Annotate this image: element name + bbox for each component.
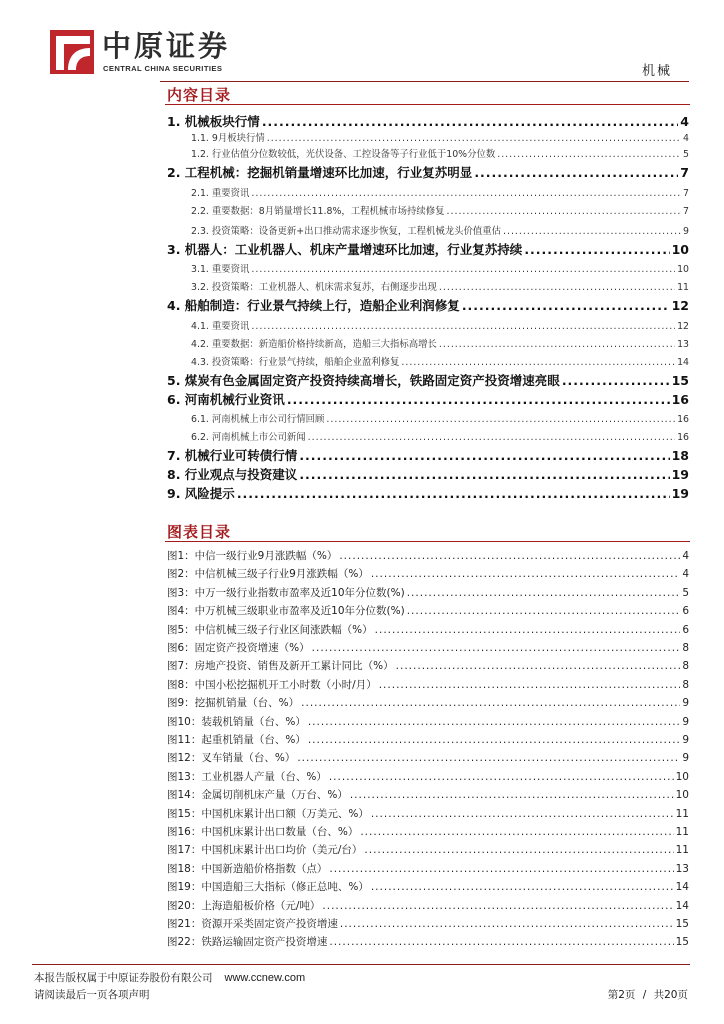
figures-title-divider xyxy=(165,541,690,542)
figure-entry-label: 图11：起重机销量（台、%） xyxy=(167,734,306,746)
figure-entry-page: 14 xyxy=(675,899,689,912)
toc-leader-dots xyxy=(439,282,675,293)
toc-entry-page: 16 xyxy=(671,392,689,407)
toc-section-link[interactable] xyxy=(165,411,689,425)
toc-entry-page: 9 xyxy=(683,226,689,237)
toc-entry-label: 4.2. 重要数据：新造船价格持续新高，造船三大指标高增长 xyxy=(191,339,437,350)
figure-entry-label: 图3：中万一级行业指数市盈率及近10年分位数(%) xyxy=(167,586,405,599)
figure-entry-page: 15 xyxy=(675,918,689,930)
figure-entry-page: 9 xyxy=(682,734,689,746)
footer-info xyxy=(34,970,305,1004)
figure-entry-page: 9 xyxy=(682,697,689,710)
toc-entry-label: 4.3. 投资策略：行业景气持续，船舶企业盈利修复 xyxy=(191,357,400,368)
toc-chapter-link[interactable] xyxy=(165,446,689,464)
footer-disclaimer: 请阅读最后一页各项声明 xyxy=(34,989,150,1001)
toc-section-link[interactable] xyxy=(165,185,689,199)
figure-entry-page: 5 xyxy=(682,586,689,599)
toc-entry-page: 16 xyxy=(677,414,689,425)
figure-list-link[interactable] xyxy=(165,824,689,839)
toc-chapter-link[interactable] xyxy=(165,163,689,181)
toc-entry-label: 7. 机械行业可转债行情 xyxy=(167,448,298,463)
figure-entry-label: 图21：资源开采类固定资产投资增速 xyxy=(167,918,338,930)
figure-leader-dots xyxy=(371,881,674,893)
figure-leader-dots xyxy=(329,771,674,783)
figure-entry-page: 10 xyxy=(675,789,689,802)
toc-section-link[interactable] xyxy=(165,203,689,217)
figure-leader-dots xyxy=(301,697,680,709)
toc-entry-page: 19 xyxy=(671,467,689,482)
toc-section-link[interactable] xyxy=(165,279,689,293)
figure-entry-label: 图18：中国新造船价格指数（点） xyxy=(167,862,328,875)
toc-section-link[interactable] xyxy=(165,336,689,350)
company-logo-icon xyxy=(50,30,94,74)
figures-title: 图表目录 xyxy=(167,523,232,541)
toc-leader-dots xyxy=(251,264,675,275)
toc-entry-page: 13 xyxy=(677,339,689,350)
toc-entry-label: 6.2. 河南机械上市公司新闻 xyxy=(191,432,306,443)
toc-chapter-link[interactable] xyxy=(165,112,689,130)
toc-entry-page: 12 xyxy=(677,321,689,332)
toc-entry-label: 1.1. 9月板块行情 xyxy=(191,133,265,144)
toc-leader-dots xyxy=(497,149,681,160)
figure-entry-page: 11 xyxy=(675,844,689,857)
figure-entry-label: 图6：固定资产投资增速（%） xyxy=(167,642,310,654)
toc-chapter-link[interactable] xyxy=(165,390,689,408)
toc-leader-dots xyxy=(524,242,669,257)
figure-leader-dots xyxy=(339,550,680,562)
figure-entry-label: 图7：房地产投资、销售及新开工累计同比（%） xyxy=(167,660,394,673)
toc-entry-label: 9. 风险提示 xyxy=(167,486,235,501)
figure-entry-label: 图15：中国机床累计出口额（万美元、%） xyxy=(167,807,369,820)
toc-title: 内容目录 xyxy=(167,86,232,104)
toc-entry-label: 1. 机械板块行情 xyxy=(167,114,260,129)
figure-entry-page: 6 xyxy=(682,623,689,636)
figure-entry-label: 图9：挖掘机销量（台、%） xyxy=(167,697,300,710)
page-separator: / xyxy=(642,989,647,1001)
toc-entry-page: 15 xyxy=(671,373,689,388)
toc-entry-label: 2. 工程机械：挖掘机销量增速环比加速，行业复苏明显 xyxy=(167,165,473,180)
toc-entry-page: 7 xyxy=(683,188,689,199)
toc-section-link[interactable] xyxy=(165,146,689,160)
sector-label: 机械 xyxy=(641,64,672,79)
toc-leader-dots xyxy=(267,133,681,144)
figure-list-link[interactable] xyxy=(165,806,689,821)
toc-leader-dots xyxy=(308,432,675,443)
figure-entry-page: 8 xyxy=(682,678,689,691)
toc-chapter-link[interactable] xyxy=(165,240,689,258)
figure-entry-page: 11 xyxy=(675,826,689,838)
header-divider xyxy=(160,81,689,82)
toc-section-link[interactable] xyxy=(165,130,689,144)
figure-leader-dots xyxy=(308,716,680,728)
toc-entry-page: 19 xyxy=(671,486,689,501)
toc-entry-label: 1.2. 行业估值分位数较低，光伏设备、工控设备等子行业低于10%分位数 xyxy=(191,149,496,160)
footer-divider xyxy=(32,964,690,965)
toc-entry-page: 11 xyxy=(677,282,689,293)
toc-leader-dots xyxy=(462,298,670,313)
figure-leader-dots xyxy=(371,808,674,820)
toc-leader-dots xyxy=(562,373,670,388)
toc-section-link[interactable] xyxy=(165,223,689,237)
figure-leader-dots xyxy=(297,752,680,764)
figure-leader-dots xyxy=(350,789,674,801)
toc-chapter-link[interactable] xyxy=(165,296,689,314)
page-current: 第2页 xyxy=(607,989,636,1001)
toc-entry-page: 10 xyxy=(677,264,689,275)
figure-entry-label: 图17：中国机床累计出口均价（美元/台） xyxy=(167,844,363,857)
toc-leader-dots xyxy=(262,114,678,129)
toc-section-link[interactable] xyxy=(165,354,689,368)
figure-entry-page: 11 xyxy=(675,807,689,820)
figure-entry-page: 6 xyxy=(682,605,689,618)
logo-text-cn: 中原证券 xyxy=(102,29,231,63)
figure-entry-label: 图1：中信一级行业9月涨跌幅（%） xyxy=(167,550,338,562)
figure-leader-dots xyxy=(407,605,681,617)
figure-leader-dots xyxy=(364,844,673,856)
toc-entry-label: 3.1. 重要资讯 xyxy=(191,264,250,275)
toc-chapter-link[interactable] xyxy=(165,371,689,389)
toc-leader-dots xyxy=(439,339,675,350)
figure-entry-label: 图13：工业机器人产量（台、%） xyxy=(167,770,327,783)
figure-entry-page: 8 xyxy=(682,660,689,673)
logo-text-en: CENTRAL CHINA SECURITIES xyxy=(103,64,223,73)
figure-list-link[interactable] xyxy=(165,842,689,857)
toc-leader-dots xyxy=(251,188,681,199)
toc-entry-label: 3. 机器人：工业机器人、机床产量增速环比加速，行业复苏持续 xyxy=(167,242,523,257)
figure-leader-dots xyxy=(371,568,680,580)
figure-leader-dots xyxy=(340,918,674,930)
figure-list-link[interactable] xyxy=(165,714,689,729)
toc-entry-label: 4.1. 重要资讯 xyxy=(191,321,250,332)
figure-leader-dots xyxy=(329,936,673,948)
figure-entry-label: 图10：装载机销量（台、%） xyxy=(167,715,306,728)
toc-entry-page: 18 xyxy=(671,448,689,463)
toc-entry-label: 2.3. 投资策略：设备更新+出口推动需求逐步恢复，工程机械龙头价值重估 xyxy=(191,226,501,237)
toc-leader-dots xyxy=(401,357,675,368)
figure-list-link[interactable] xyxy=(165,548,689,563)
figure-entry-label: 图5：中信机械三级子行业区间涨跌幅（%） xyxy=(167,623,373,636)
toc-leader-dots xyxy=(447,206,682,217)
toc-entry-page: 16 xyxy=(677,432,689,443)
figure-leader-dots xyxy=(308,734,680,746)
figure-leader-dots xyxy=(312,642,681,654)
figure-entry-label: 图19：中国造船三大指标（修正总吨、%） xyxy=(167,881,369,894)
figure-leader-dots xyxy=(379,679,681,691)
figure-entry-page: 9 xyxy=(682,715,689,728)
figure-list-link[interactable] xyxy=(165,861,689,876)
figure-entry-page: 13 xyxy=(675,862,689,875)
figure-entry-page: 15 xyxy=(675,936,689,949)
figure-entry-page: 9 xyxy=(682,752,689,765)
page-header xyxy=(0,0,724,82)
figure-leader-dots xyxy=(322,900,673,912)
figure-entry-page: 4 xyxy=(682,550,689,562)
figure-list-link[interactable] xyxy=(165,640,689,655)
figure-leader-dots xyxy=(360,826,673,838)
toc-chapter-link[interactable] xyxy=(165,465,689,483)
toc-entry-page: 7 xyxy=(680,165,689,180)
figure-list-link[interactable] xyxy=(165,695,689,710)
toc-leader-dots xyxy=(287,392,670,407)
toc-entry-label: 6. 河南机械行业资讯 xyxy=(167,392,285,407)
figure-entry-label: 图2：中信机械三级子行业9月涨跌幅（%） xyxy=(167,568,369,581)
toc-section-link[interactable] xyxy=(165,261,689,275)
figure-leader-dots xyxy=(396,660,681,672)
figure-leader-dots xyxy=(407,587,681,599)
toc-entry-page: 5 xyxy=(683,149,689,160)
figure-entry-label: 图8：中国小松挖掘机开工小时数（小时/月） xyxy=(167,678,377,691)
figure-list-link[interactable] xyxy=(165,603,689,618)
page-number xyxy=(608,987,688,1002)
figure-list-link[interactable] xyxy=(165,677,689,692)
figure-entry-page: 4 xyxy=(682,568,689,581)
toc-chapter-link[interactable] xyxy=(165,484,689,502)
page-total: 共20页 xyxy=(653,989,688,1001)
toc-entry-label: 3.2. 投资策略：工业机器人、机床需求复苏，右侧逐步出现 xyxy=(191,282,437,293)
toc-entry-page: 12 xyxy=(671,298,689,313)
toc-title-divider xyxy=(165,104,690,105)
toc-entry-label: 4. 船舶制造：行业景气持续上行，造船企业利润修复 xyxy=(167,298,460,313)
figure-list-link[interactable] xyxy=(165,658,689,673)
toc-entry-label: 8. 行业观点与投资建议 xyxy=(167,467,298,482)
figure-list-link[interactable] xyxy=(165,566,689,581)
toc-entry-label: 6.1. 河南机械上市公司行情回顾 xyxy=(191,414,325,425)
toc-entry-label: 2.2. 重要数据：8月销量增长11.8%，工程机械市场持续修复 xyxy=(191,206,445,217)
toc-leader-dots xyxy=(299,448,669,463)
footer-url-link[interactable]: www.ccnew.com xyxy=(224,972,306,984)
figure-list-link[interactable] xyxy=(165,732,689,747)
toc-leader-dots xyxy=(237,486,670,501)
toc-section-link[interactable] xyxy=(165,318,689,332)
figure-list-link[interactable] xyxy=(165,787,689,802)
figure-list-link[interactable] xyxy=(165,585,689,600)
figure-list-link[interactable] xyxy=(165,898,689,913)
figure-entry-label: 图14：金属切削机床产量（万台、%） xyxy=(167,789,348,802)
figure-list-link[interactable] xyxy=(165,879,689,894)
figure-entry-label: 图12：叉车销量（台、%） xyxy=(167,752,296,765)
figure-list-link[interactable] xyxy=(165,622,689,637)
toc-entry-label: 2.1. 重要资讯 xyxy=(191,188,250,199)
figure-leader-dots xyxy=(375,624,681,636)
figure-entry-page: 10 xyxy=(675,770,689,783)
toc-entry-page: 7 xyxy=(683,206,689,217)
footer-copyright: 本报告版权属于中原证券股份有限公司 xyxy=(34,972,213,984)
figure-entry-page: 8 xyxy=(682,642,689,654)
figure-entry-page: 14 xyxy=(675,881,689,894)
figure-entry-label: 图4：中万机械三级职业市盈率及近10年分位数(%) xyxy=(167,605,405,618)
toc-section-link[interactable] xyxy=(165,429,689,443)
toc-entry-page: 10 xyxy=(671,242,689,257)
figure-entry-label: 图20：上海造船板价格（元/吨） xyxy=(167,899,321,912)
toc-leader-dots xyxy=(503,226,681,237)
toc-leader-dots xyxy=(326,414,675,425)
figure-entry-label: 图16：中国机床累计出口数量（台、%） xyxy=(167,826,359,838)
toc-leader-dots xyxy=(251,321,675,332)
toc-leader-dots xyxy=(474,165,678,180)
figure-list-link[interactable] xyxy=(165,916,689,931)
figure-leader-dots xyxy=(329,863,673,875)
toc-entry-page: 4 xyxy=(683,133,689,144)
toc-entry-label: 5. 煤炭有色金属固定资产投资持续高增长，铁路固定资产投资增速亮眼 xyxy=(167,373,560,388)
toc-leader-dots xyxy=(299,467,669,482)
figure-entry-label: 图22：铁路运输固定资产投资增速 xyxy=(167,936,328,949)
figure-list-link[interactable] xyxy=(165,750,689,765)
toc-entry-page: 4 xyxy=(680,114,689,129)
toc-entry-page: 14 xyxy=(677,357,689,368)
figure-list-link[interactable] xyxy=(165,934,689,949)
figure-list-link[interactable] xyxy=(165,769,689,784)
